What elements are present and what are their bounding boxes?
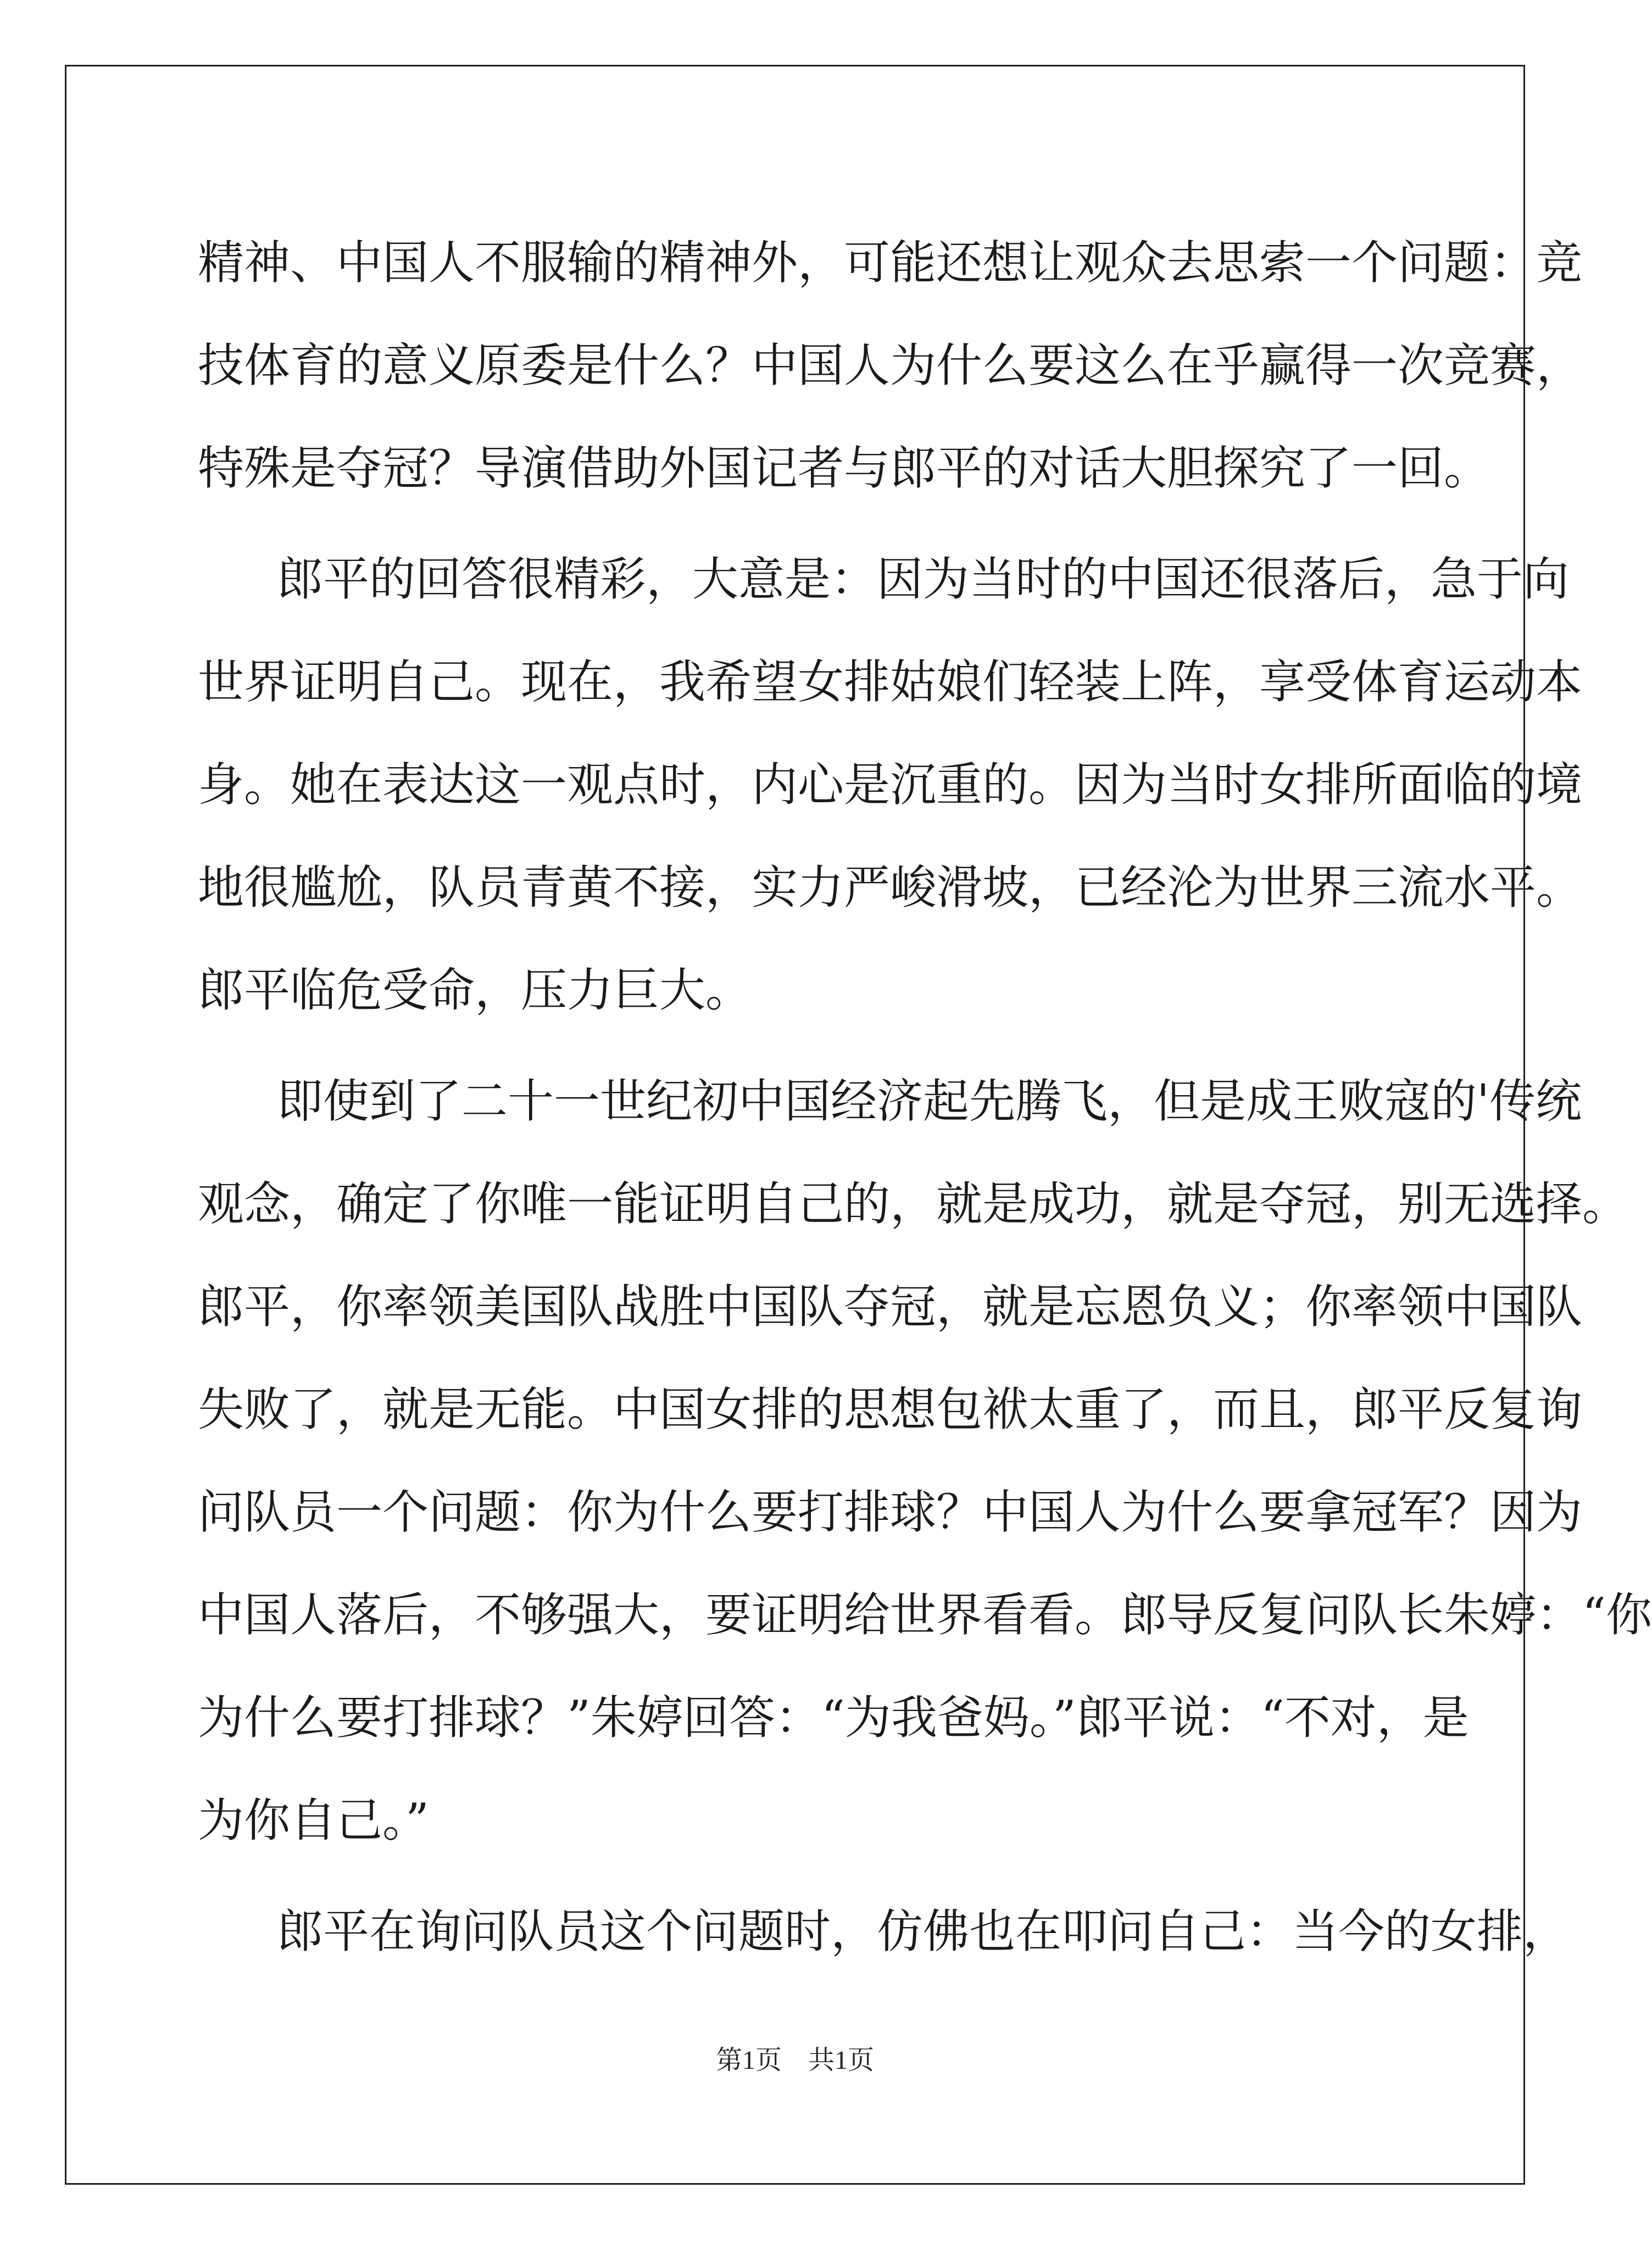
text-line: 郎平，你率领美国队战胜中国队夺冠，就是忘恩负义；你率领中国队 [198, 1280, 1583, 1334]
text-line: 世界证明自己。现在，我希望女排姑娘们轻装上阵，享受体育运动本 [198, 655, 1583, 709]
text-line: 身。她在表达这一观点时，内心是沉重的。因为当时女排所面临的境 [198, 758, 1583, 812]
text-line: 观念，确定了你唯一能证明自己的，就是成功，就是夺冠，别无选择。 [198, 1177, 1629, 1231]
text-line: 地很尴尬，队员青黄不接，实力严峻滑坡，已经沦为世界三流水平。 [198, 860, 1583, 914]
text-line: 中国人落后，不够强大，要证明给世界看看。郎导反复问队长朱婷：“你 [198, 1588, 1652, 1642]
text-line: 为你自己。” [198, 1793, 429, 1847]
text-line: 技体育的意义原委是什么？中国人为什么要这么在乎赢得一次竞赛， [198, 338, 1583, 392]
text-line: 失败了，就是无能。中国女排的思想包袱太重了，而且，郎平反复询 [198, 1382, 1583, 1436]
text-line: 问队员一个问题：你为什么要打排球？中国人为什么要拿冠军？因为 [198, 1485, 1583, 1539]
text-line: 郎平在询问队员这个问题时，仿佛也在叩问自己：当今的女排， [277, 1904, 1570, 1958]
text-line: 郎平的回答很精彩，大意是：因为当时的中国还很落后，急于向 [277, 552, 1570, 606]
text-line: 精神、中国人不服输的精神外，可能还想让观众去思索一个问题：竞 [198, 236, 1583, 290]
document-body [198, 212, 1652, 1983]
page-number: 第1页 共1页 [715, 2046, 874, 2075]
text-line: 特殊是夺冠？导演借助外国记者与郎平的对话大胆探究了一回。 [198, 441, 1490, 495]
text-line: 即使到了二十一世纪初中国经济起先腾飞，但是成王败寇的'传统 [277, 1074, 1582, 1128]
text-line: 为什么要打排球？”朱婷回答：“为我爸妈。”郎平说：“不对，是 [198, 1691, 1469, 1745]
text-line: 郎平临危受命，压力巨大。 [198, 963, 752, 1017]
